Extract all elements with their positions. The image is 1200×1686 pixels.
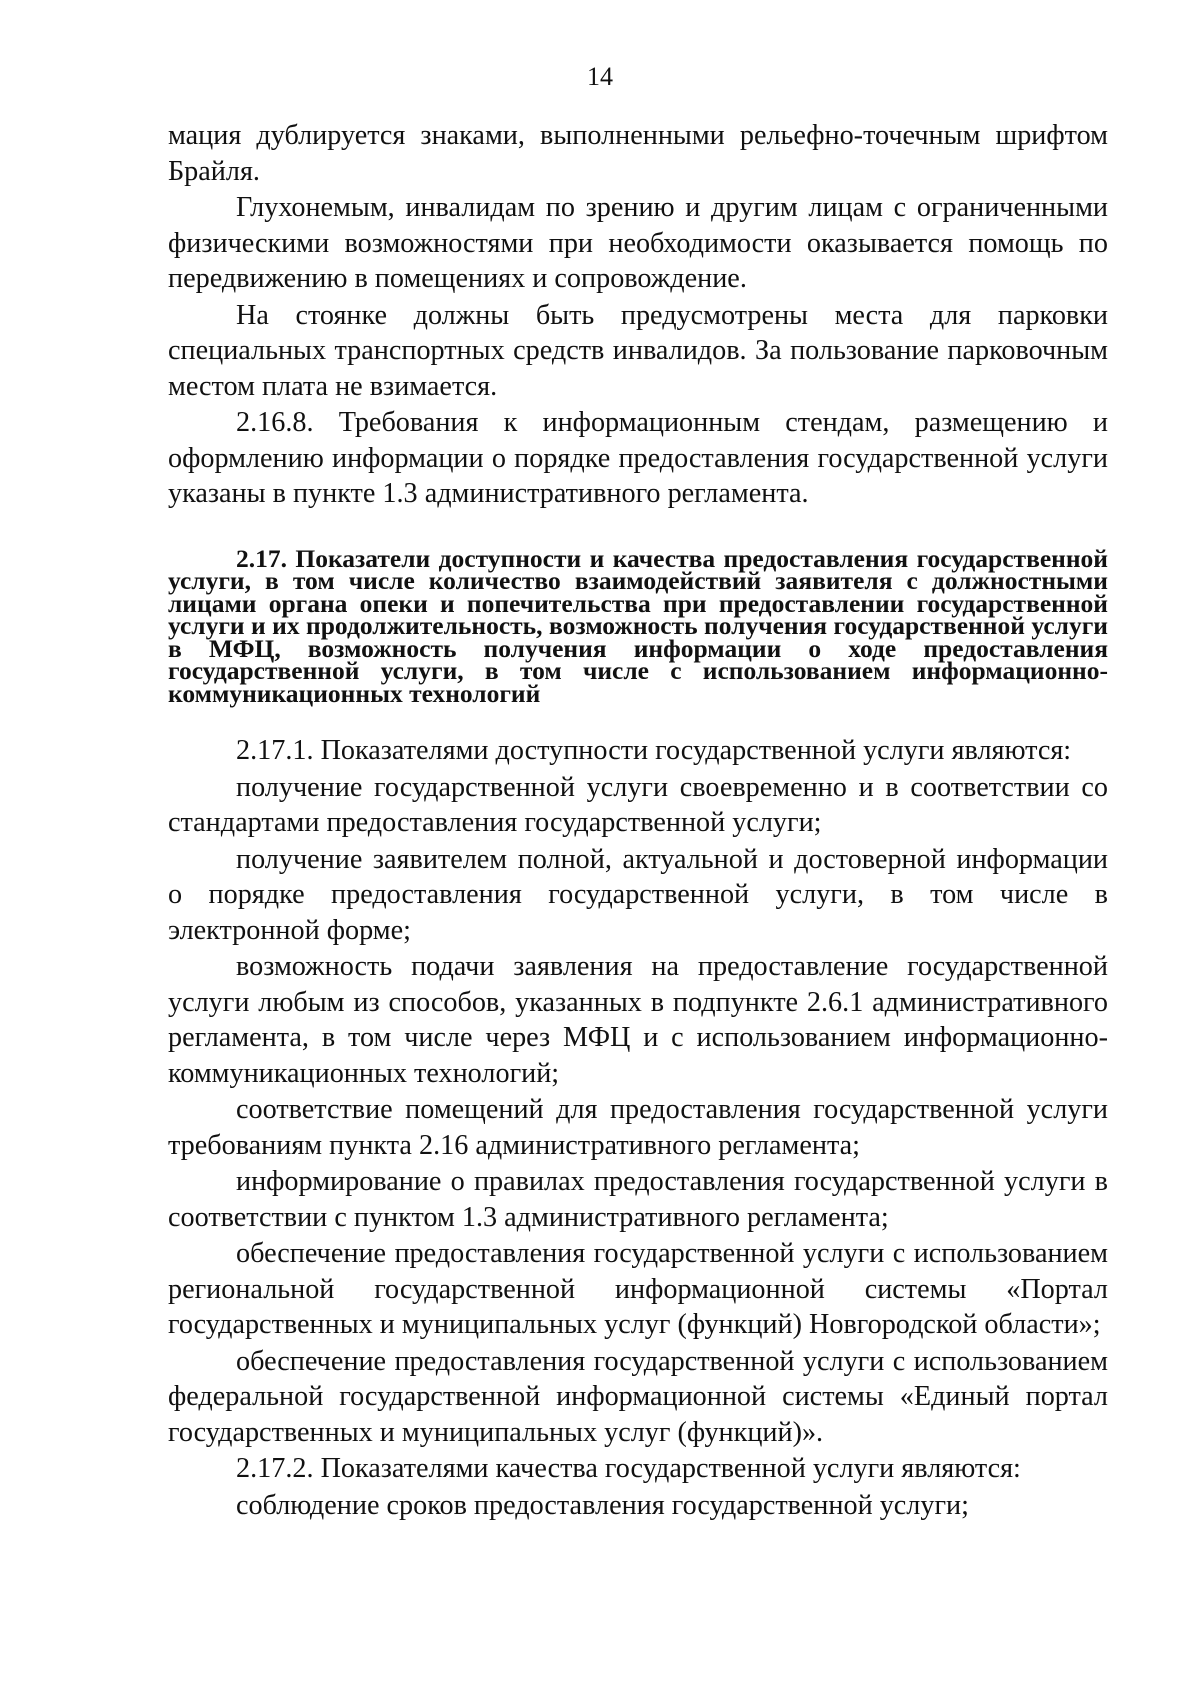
list-item-premises: соответствие помещений для предоставления государственной услуги требованиям пункта 2.16 административного регламента; bbox=[168, 1094, 1108, 1161]
list-item-information: получение заявителем полной, актуальной и достоверной информации о порядке предоставления государственной услуги, в том числе в электронной форме; bbox=[168, 843, 1108, 946]
paragraph-2-17-2: 2.17.2. Показателями качества государственной услуги являются: bbox=[236, 1453, 1021, 1484]
list-item-informing: информирование о правилах предоставления государственной услуги в соответствии с пунктом 1.3 административного регламента; bbox=[168, 1166, 1108, 1233]
paragraph-parking: На стоянке должны быть предусмотрены места для парковки специальных транспортных средств инвалидов. За пользование парковочным местом плата не взимается. bbox=[168, 299, 1108, 402]
list-item-timely: получение государственной услуги своевременно и в соответствии со стандартами предоставления государственной услуги; bbox=[168, 771, 1108, 838]
document-body bbox=[168, 118, 1108, 1524]
list-item-application: возможность подачи заявления на предоставление государственной услуги любым из способов, указанных в подпункте 2.6.1 административного регламента, в том числе через МФЦ и с использованием информационно-коммуникационных технологий; bbox=[168, 951, 1108, 1089]
paragraph-braille: мация дублируется знаками, выполненными рельефно-точечным шрифтом Брайля. bbox=[168, 120, 1108, 187]
section-heading-2-17: 2.17. Показатели доступности и качества предоставления государственной услуги, в том числе количество взаимодействий заявителя с должностными лицами органа опеки и попечительства при предоставлении государственной услуги и их продолжительность, возможность получения государственной услуги в МФЦ, возможность получения информации о ходе предоставления государственной услуги, в том числе с использованием информационно-коммуникационных технологий bbox=[168, 543, 1108, 708]
page-number: 14 bbox=[587, 62, 613, 91]
paragraph-2-16-8: 2.16.8. Требования к информационным стендам, размещению и оформлению информации о порядке предоставления государственной услуги указаны в пункте 1.3 административного регламента. bbox=[168, 407, 1108, 509]
list-item-regional-portal: обеспечение предоставления государственной услуги с использованием региональной государственной информационной системы «Портал государственных и муниципальных услуг (функций) Новгородской области»; bbox=[168, 1238, 1108, 1340]
list-item-federal-portal: обеспечение предоставления государственной услуги с использованием федеральной государственной информационной системы «Единый портал государственных и муниципальных услуг (функций)». bbox=[168, 1345, 1108, 1448]
paragraph-assistance: Глухонемым, инвалидам по зрению и другим лицам с ограниченными физическими возможностями при необходимости оказывается помощь по передвижению в помещениях и сопровождение. bbox=[168, 192, 1108, 294]
paragraph-2-17-1: 2.17.1. Показателями доступности государственной услуги являются: bbox=[236, 735, 1072, 766]
list-item-deadlines: соблюдение сроков предоставления государственной услуги; bbox=[236, 1489, 969, 1521]
